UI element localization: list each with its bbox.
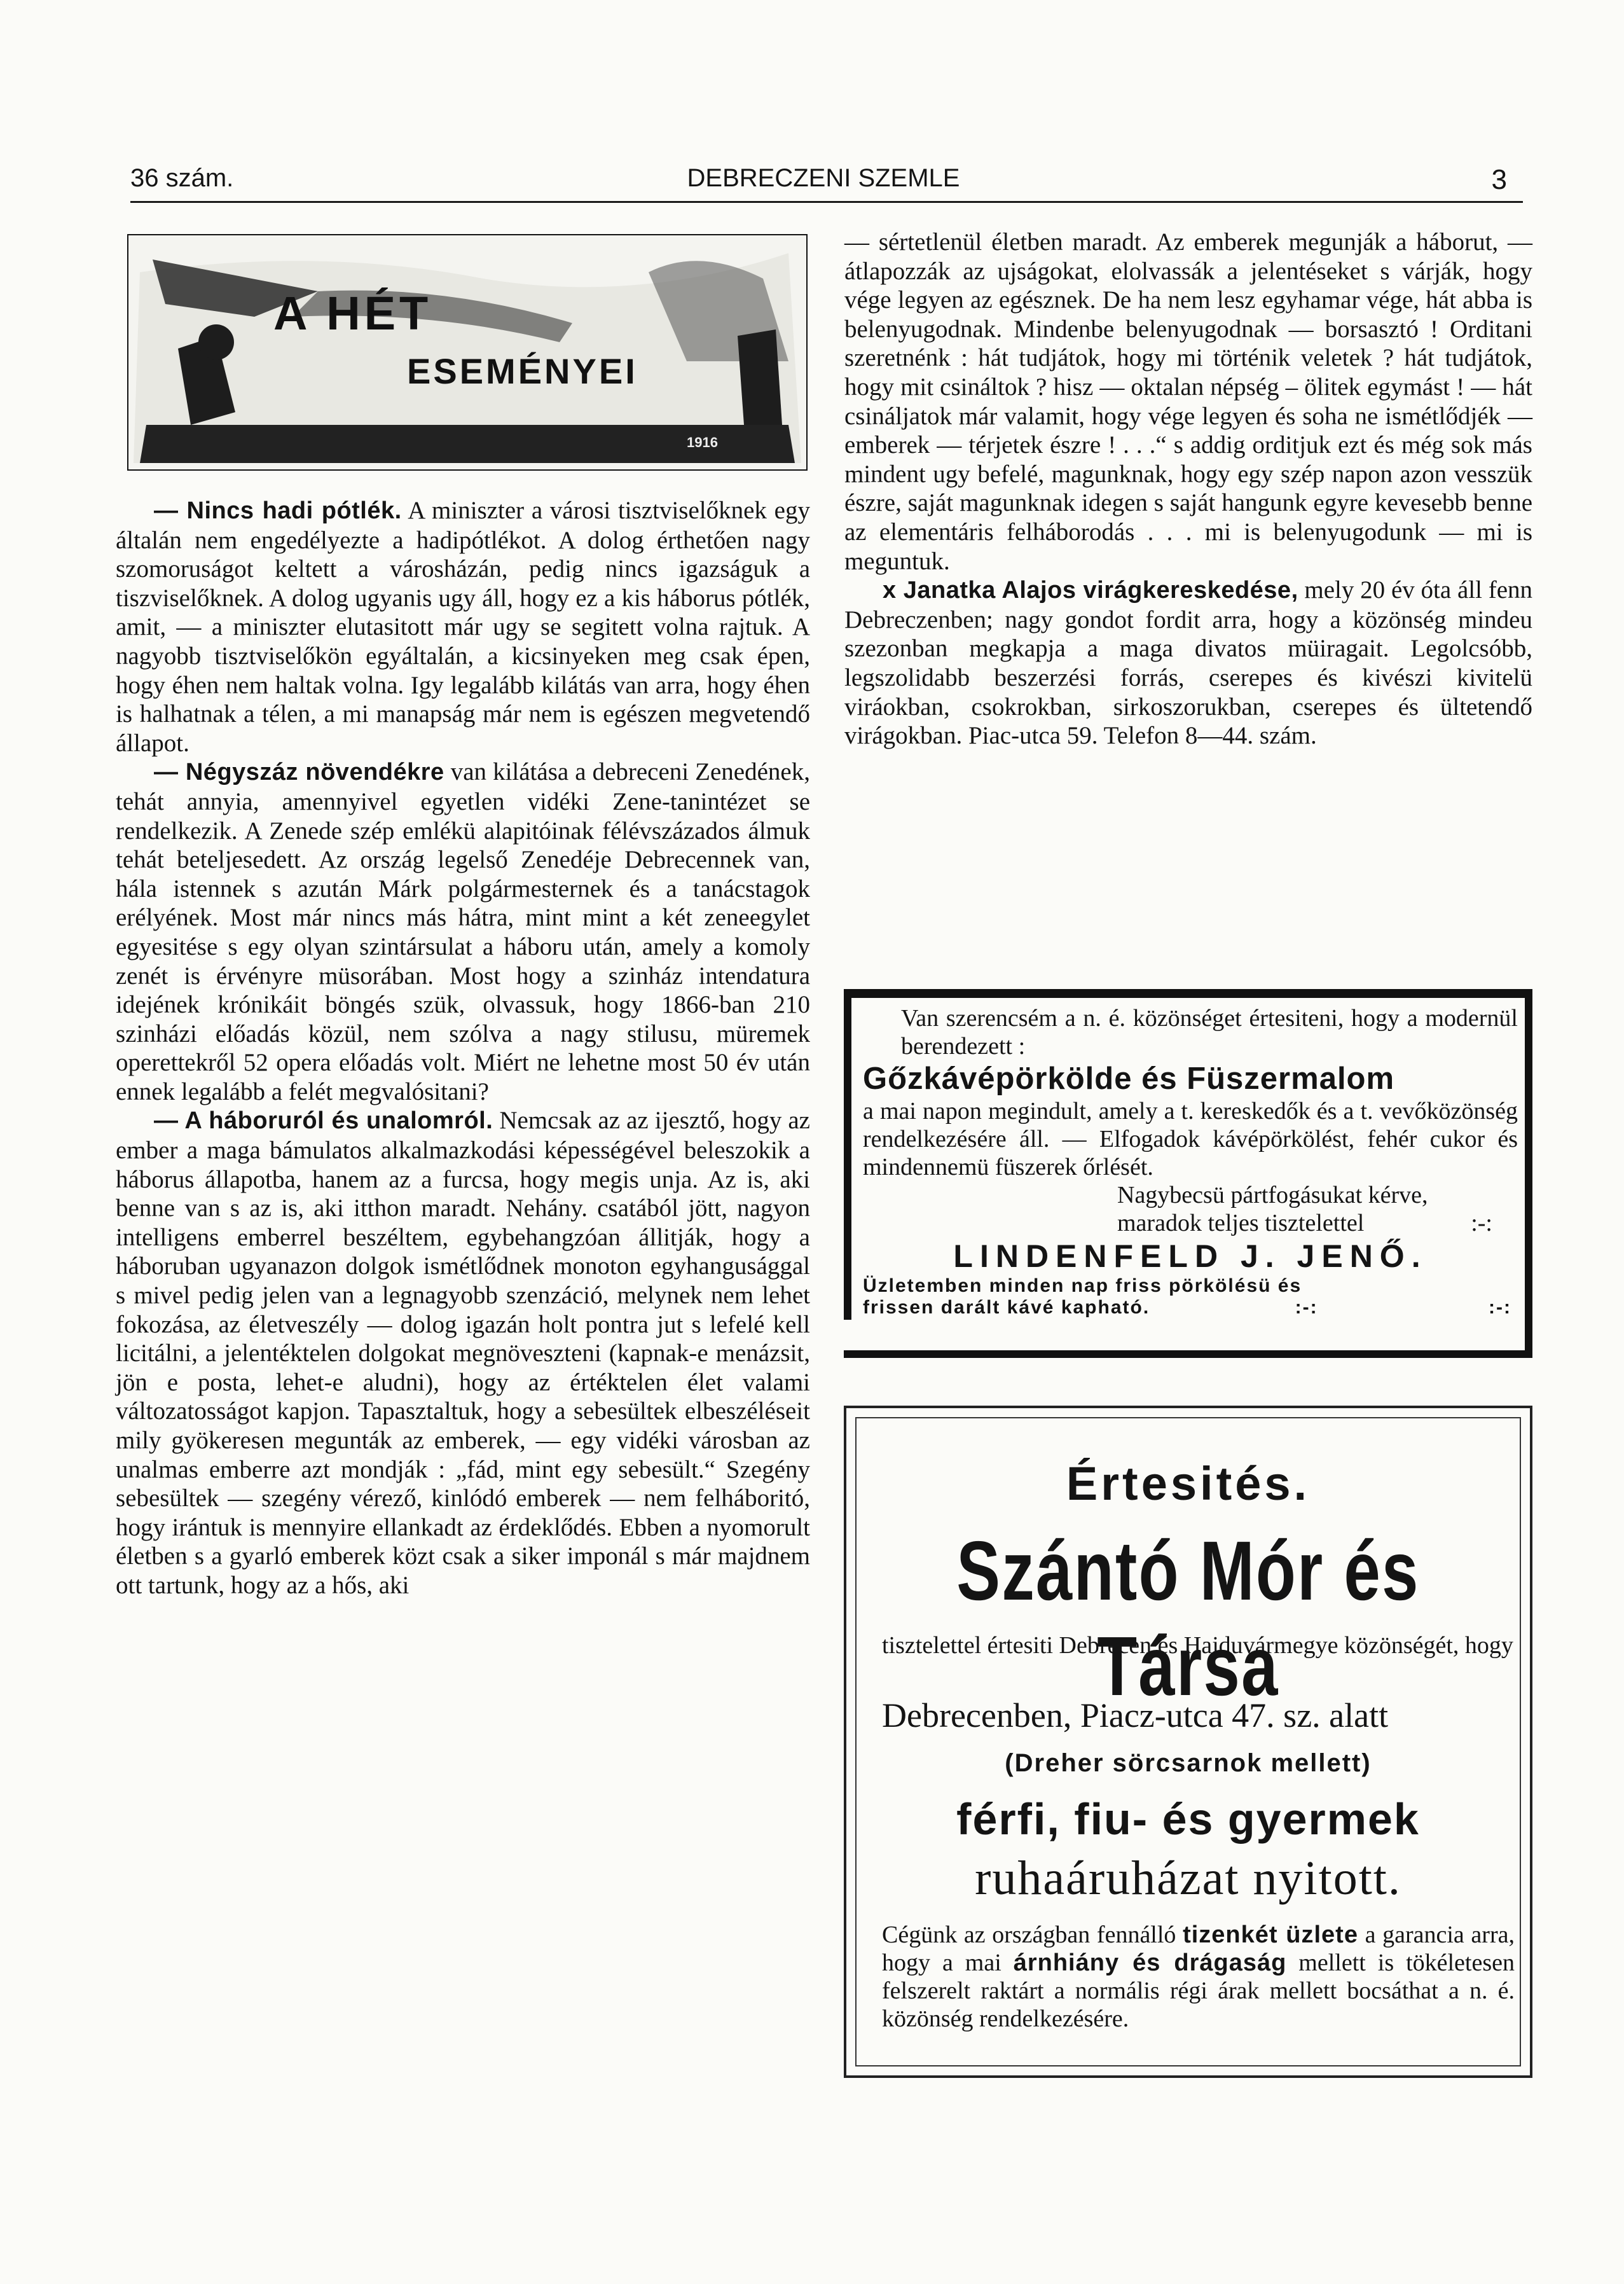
- publication-title: DEBRECZENI SZEMLE: [687, 164, 960, 192]
- ad-text-closing: [863, 1209, 1518, 1237]
- ad-firm-name: Szántó Mór és Társa: [956, 1524, 1420, 1713]
- ad-footer-mark-1: :-:: [1295, 1297, 1318, 1318]
- ad-body-a: Cégünk az országban fennálló: [882, 1921, 1183, 1948]
- article-haborurol-es-unalomrol: [116, 1106, 810, 1600]
- ad-border-top: [844, 989, 1532, 998]
- ad-footer-2: [863, 1297, 1518, 1318]
- ad-body-b: tizenkét üzlete: [1183, 1921, 1358, 1948]
- ad-footer-mark-2: :-:: [1489, 1297, 1511, 1318]
- ad-heading: Értesités.: [1066, 1457, 1311, 1510]
- ad-border-bottom: [844, 1350, 1532, 1358]
- article-heading: — Négyszáz növendékre: [154, 759, 444, 786]
- article-text: mely 20 év óta áll fenn Debreczenben; nagy gondot fordit arra, hogy a közönség mindeu szezonban megkapja a maga divatos müiragait. Legolcsóbb, legszolidabb beszerzési forrás, cserepes és kivészi kivitelü viráokban, csokrokban, sirkoszorukban, cserepes és ültetendő virágokban. Piac-utca 59. Telefon 8—44. szám.: [844, 576, 1533, 750]
- article-text: A miniszter a városi tisztviselőknek egy általán nem engedélyezte a hadipótlékot. A dolog érthetően nagy szomoruságot keltett a városházán, pedig nincs igazságuk a tiszviselőknek. A dolog ugyanis ugy áll, hogy ez a kis háborus pótlék, amit, — a miniszter elutasitott már ugy se segitett volna rajtuk. A nagyobb tisztviselőkön egyáltalán, a kicsinyeken meg csak épen, hogy éhen nem haltak volna. Igy legalább kilátás van arra, hogy éhen is halhatnak a télen, a mi manapság már nem is egészen megvetendő állapot.: [116, 497, 810, 757]
- banner-caption-1: A HÉT: [273, 287, 432, 340]
- ad-border-right: [1525, 989, 1532, 1358]
- ad-inner-frame: [855, 1417, 1521, 2066]
- ad-footer-1: Üzletemben minden nap friss pörkölésü és: [863, 1275, 1302, 1296]
- article-nincs-hadi-potlek: [116, 496, 810, 758]
- ad-body-c: a garancia arra, hogy a mai: [882, 1921, 1515, 1976]
- advertisement-gozkavepörkölde: [844, 989, 1532, 1358]
- banner-year: 1916: [687, 434, 718, 450]
- ad-body: [882, 1921, 1515, 2033]
- ad-announcement: ruhaáruházat nyitott.: [975, 1851, 1401, 1905]
- article-continuation: — sértetlenül életben maradt. Az emberek megunják a háborut, — átlapozzák az ujságokat, elolvassák a jelentéseket s várják, hogy vége legyen az egésznek. De ha nem lesz egyhamar vége, hát abba is belenyugodnak. Mindenbe belenyugodnak — borsasztó ! Orditani szeretnénk : hát tudjátok, hogy mi történik veletek ? hát tudjátok, hogy mit csináltok ? hisz — oktalan népség – ölitek egymást ! — hát csináljatok már valamit, hogy vége legyen és soha ne ismétlődjék — emberek — térjetek észre ! . . .“ s addig orditjuk ezt és még sok más mindent ugy befelé, magunknak, hogy egy szép napon azon vesszük észre, saját magunknak idegen s saját hangunk egyre kevesebb benne az elementáris felháborodás . . . mi is belenyugodunk — mi is meguntuk.: [844, 228, 1532, 575]
- ad-business-name: Gőzkávépörkölde és Füszermalom: [863, 1062, 1395, 1096]
- advertisement-szanto-mor: [844, 1406, 1532, 2078]
- page-header: [130, 164, 1517, 202]
- ad-category: férfi, fiu- és gyermek: [956, 1794, 1420, 1844]
- ad-location: (Dreher sörcsarnok mellett): [1005, 1749, 1372, 1777]
- ad-intro: tisztelettel értesiti Debrecen és Hajduvármegye közönségét, hogy: [882, 1632, 1513, 1659]
- header-rule: [130, 201, 1523, 203]
- article-janatka-alajos: [844, 576, 1532, 751]
- weekly-events-banner: [127, 234, 808, 471]
- ad-intro: Van szerencsém a n. é. közönséget értesiteni, hogy a modernül berendezett :: [901, 1005, 1518, 1060]
- ad-signature: LINDENFELD J. JENŐ.: [953, 1238, 1428, 1274]
- ad-border-left: [844, 989, 851, 1320]
- banner-illustration: [127, 234, 808, 471]
- right-column: [844, 228, 1532, 751]
- article-text: van kilátása a debreceni Zenedének, tehát annyia, amennyivel egyetlen vidéki Zene-tanintézet se rendelkezik. A Zenede szép emlékü alapitóinak félévszázados álmuk tehát beteljesedett. Az ország legelső Zenedéje Debrecennek van, hála istennek s azután Márk polgármesternek és a tanácstagok erélyének. Most már nincs más hátra, mint mint a két zeneegylet egyesitése s egy olyan szintársulat a háboru után, amely a komoly zenét is érvényre müsorában. Most hogy a szinház intendatura idejének krónikáit böngés szük, olvassuk, hogy 1866-ban 210 szinházi előadás közül, nem szólva a nagy stilusu, müremek operettekről 52 opera előadás volt. Miért ne lehetne most 50 év után ennek legalább a felét megvalósitani?: [116, 758, 810, 1105]
- ad-text: a mai napon megindult, amely a t. kereskedők és a t. vevőközönség rendelkezésére áll. — Elfogadok kávépörkölést, fehér cukor és mindennemü füszerek őrlését.: [863, 1098, 1518, 1180]
- ad-text-request: Nagybecsü pártfogásukat kérve,: [1117, 1182, 1428, 1208]
- article-heading: — Nincs hadi pótlék.: [154, 497, 402, 524]
- article-heading: x Janatka Alajos virágkereskedése,: [883, 577, 1298, 604]
- article-heading: — A háboruról és unalomról.: [154, 1107, 493, 1135]
- ad-content: [863, 1004, 1518, 1318]
- banner-caption-2: ESEMÉNYEI: [407, 351, 638, 391]
- left-column: [116, 496, 810, 1600]
- issue-number: 36 szám.: [130, 164, 234, 192]
- ad-text-closing-label: maradok teljes tisztelettel: [1117, 1210, 1365, 1236]
- article-text: Nemcsak az az ijesztő, hogy az ember a maga bámulatos alkalmazkodási képességével beleszokik a háborus állapotba, hanem az a furcsa, hogy megis unja. Az is, aki benne van s az is, aki itthon maradt. Nehány. csatából jött, nagyon intelligens emberrel beszéltem, egybehangzóan állitják, hogy a háboruban ugyanazon dolgok ismétlődnek monoton egyhangusággal s mivel pedig jelen van a legnagyobb szenzáció, melynek nem lehet fokozása, az életveszély — dolog igazán holt pontra jut s lefelé kell licitálni, a jelentéktelen dolgokat megnöveszteni (kapnak-e menázsit, jön e posta, lehet-e aludni), hogy az értéktelen élet valami változatosságot kapjon. Tapasztaltuk, hogy a sebesültek elbeszéléseit mily gyökeresen megunták az emberek, — egy vidéki városban az unalmas emberre azt mondják : „fád, mint egy sebesült.“ Szegény sebesültek — szegény vérező, kinlódó emberek — nem felháboritó, hogy irántuk is mennyire ellankadt az érdeklődés. Ebben a nyomorult életben s a gyarló emberek közt csak a siker imponál s már majdnem ott tartunk, hogy az a hős, aki: [116, 1107, 810, 1599]
- ad-text-closing-mark: :-:: [1471, 1210, 1492, 1236]
- ad-body-d: árnhiány és drágaság: [1013, 1949, 1287, 1976]
- ad-address: Debrecenben, Piacz-utca 47. sz. alatt: [882, 1696, 1389, 1734]
- ad-body-e: mellett is tökéletesen felszerelt raktárt a normális régi árak mellett bocsáthat a n. é. közönség rendelkezésére.: [882, 1949, 1515, 2032]
- ad-footer-2-text: frissen darált kávé kapható.: [863, 1297, 1150, 1318]
- page-number: 3: [1491, 164, 1507, 195]
- article-negyszaz-novendekre: [116, 758, 810, 1106]
